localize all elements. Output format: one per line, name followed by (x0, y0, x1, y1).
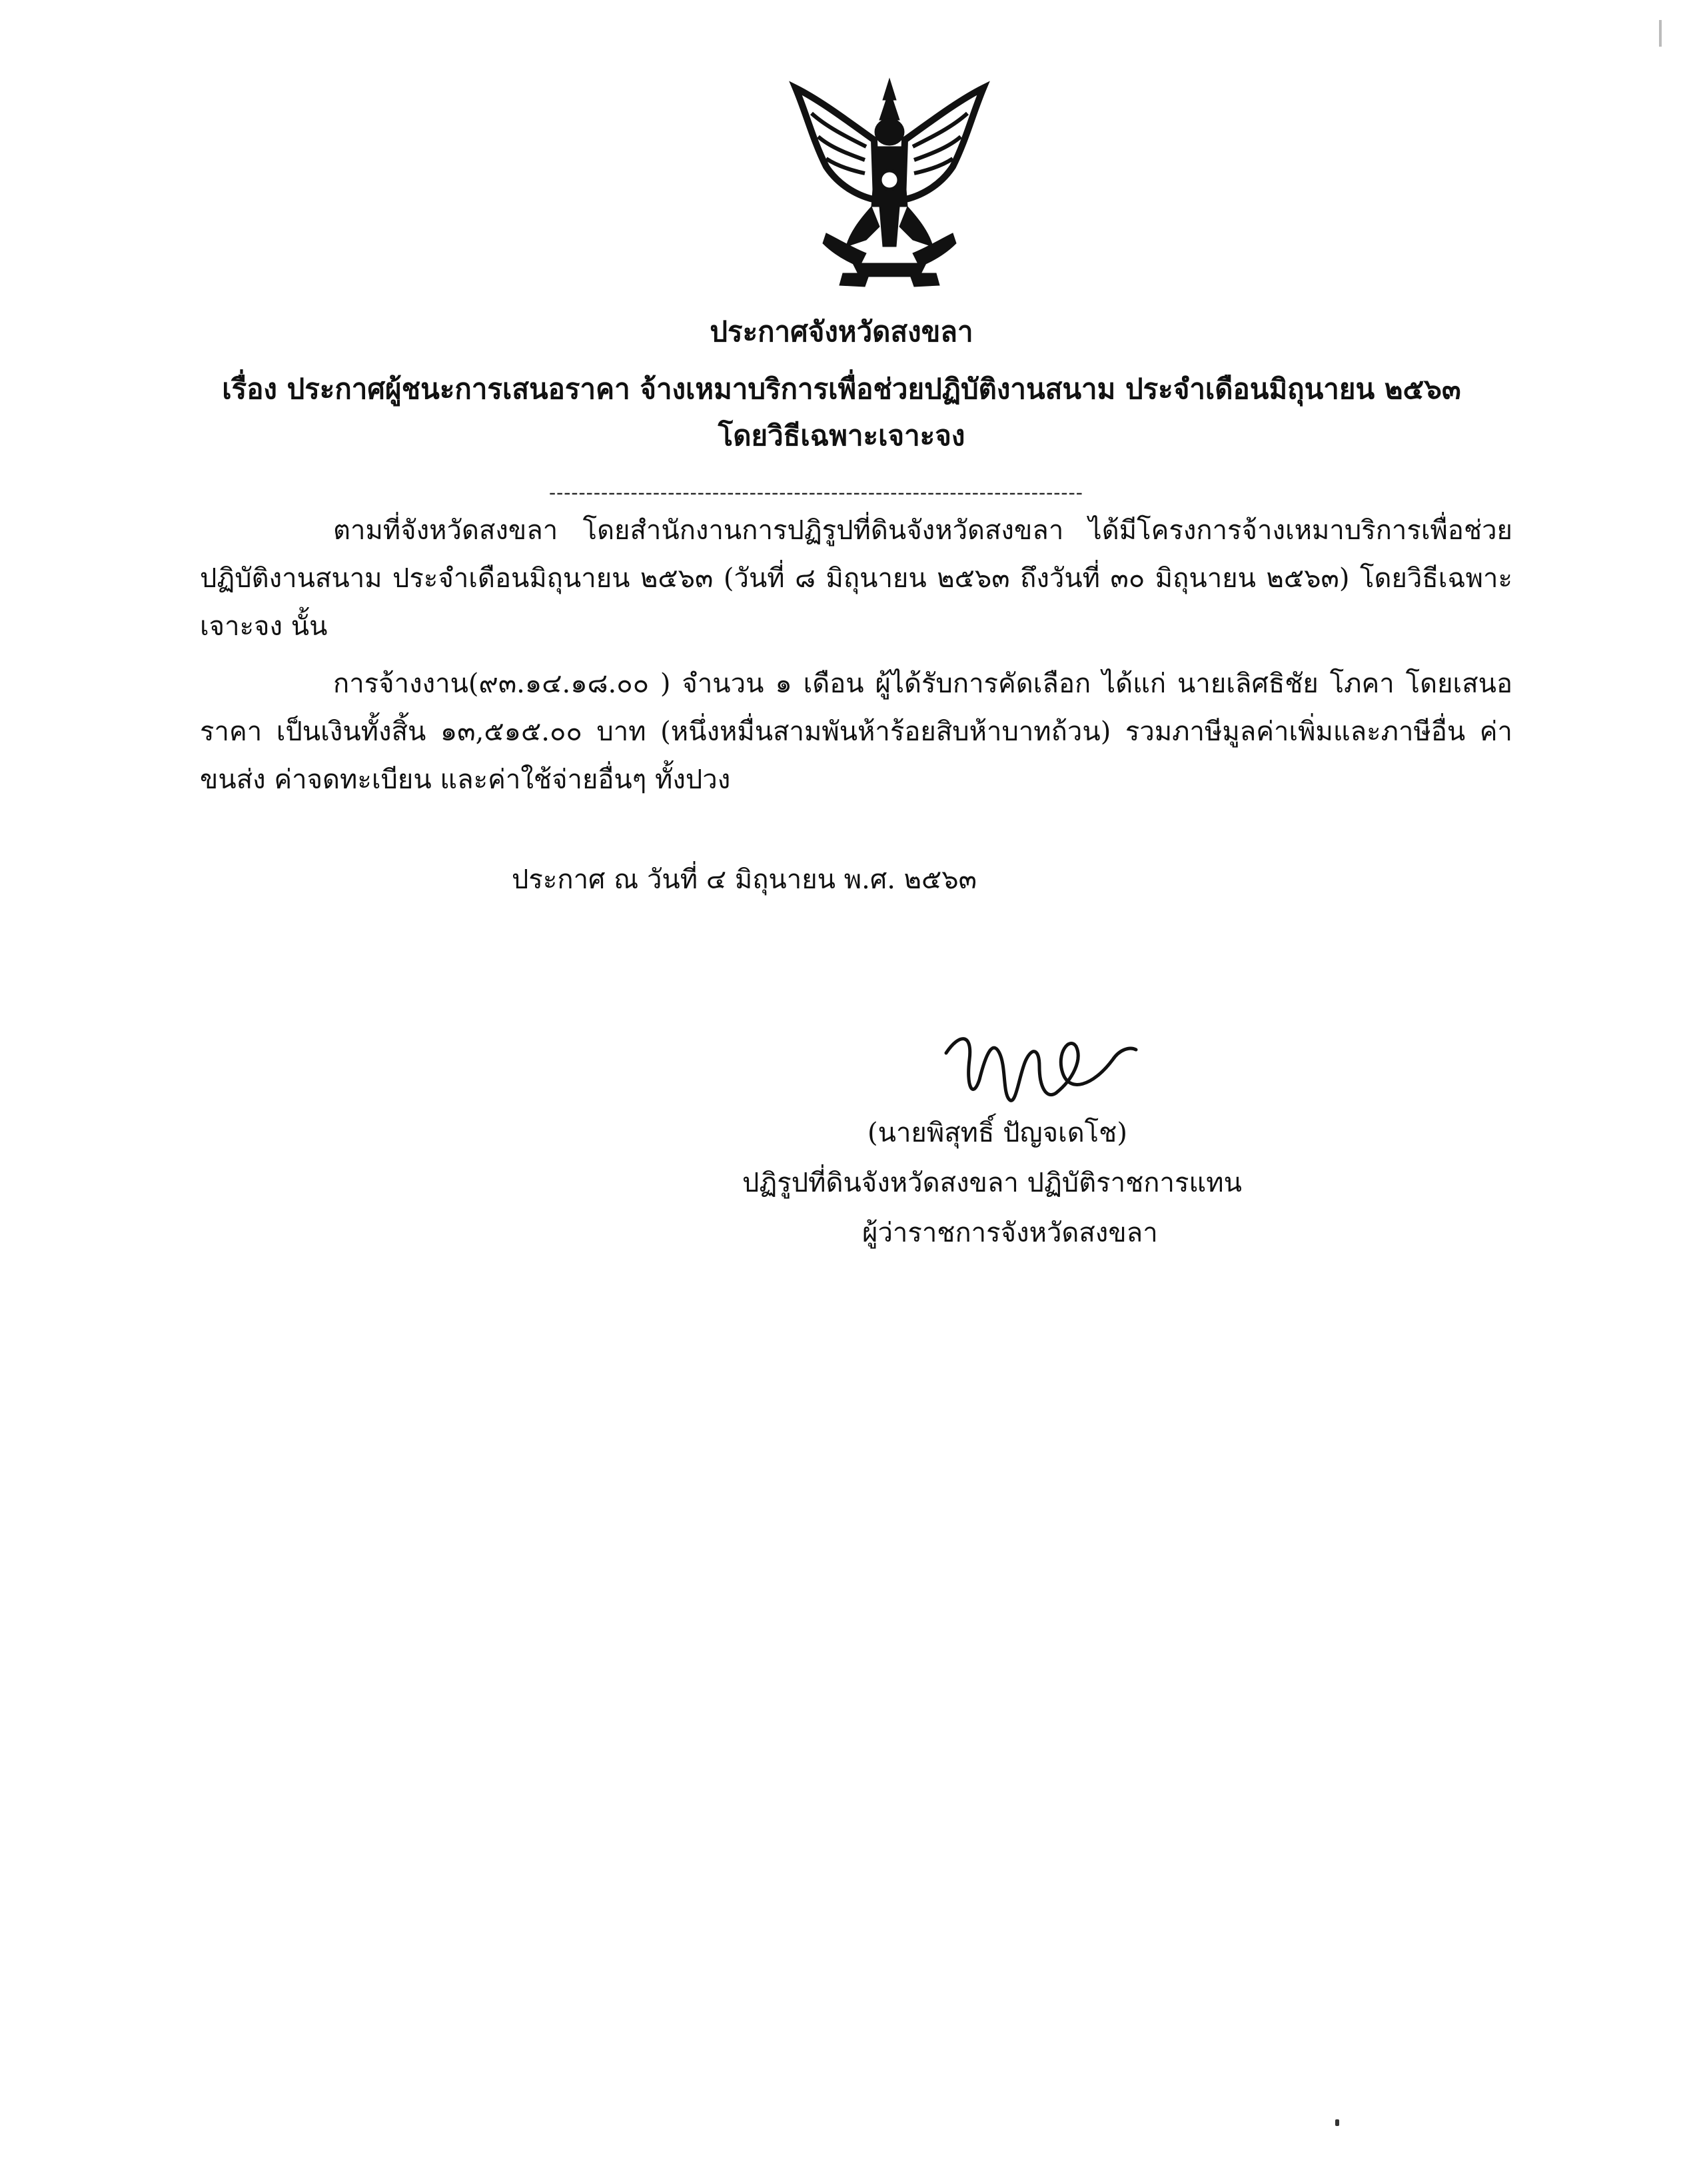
document-subject: เรื่อง ประกาศผู้ชนะการเสนอราคา จ้างเหมาบริการเพื่อช่วยปฏิบัติงานสนาม ประจำเดือนมิถุนายน ๒๕๖๓ (222, 373, 1461, 405)
document-title: ประกาศจังหวัดสงขลา (710, 315, 973, 348)
divider-rule: ------------------------------------------------------------------------ (549, 481, 1083, 505)
announcement-date: ประกาศ ณ วันที่ ๔ มิถุนายน พ.ศ. ๒๕๖๓ (512, 864, 977, 895)
garuda-emblem-icon (786, 73, 993, 293)
scan-speck (1335, 2119, 1339, 2126)
document-method: โดยวิธีเฉพาะเจาะจง (718, 419, 965, 452)
signatory-on-behalf: ผู้ว่าราชการจังหวัดสงขลา (862, 1218, 1158, 1248)
body-paragraph-1: ตามที่จังหวัดสงขลา โดยสำนักงานการปฏิรูปที่ดินจังหวัดสงขลา ได้มีโครงการจ้างเหมาบริการเพื่อช่วยปฏิบัติงานสนาม ประจำเดือนมิถุนายน ๒๕๖๓ (วันที่ ๘ มิถุนายน ๒๕๖๓ ถึงวันที่ ๓๐ มิถุนายน ๒๕๖๓) โดยวิธีเฉพาะเจาะจง นั้น (200, 515, 1512, 642)
scan-edge-mark (1659, 20, 1662, 47)
signatory-name: (นายพิสุทธิ์ ปัญจเดโช) (867, 1118, 1127, 1148)
body-paragraph-2: การจ้างงาน(๙๓.๑๔.๑๘.๐๐ ) จำนวน ๑ เดือน ผู้ได้รับการคัดเลือก ได้แก่ นายเลิศธิชัย โภคา โดยเสนอราคา เป็นเงินทั้งสิ้น ๑๓,๕๑๕.๐๐ บาท (หนึ่งหมื่นสามพันห้าร้อยสิบห้าบาทถ้วน) รวมภาษีมูลค่าเพิ่มและภาษีอื่น ค่าขนส่ง ค่าจดทะเบียน และค่าใช้จ่ายอื่นๆ ทั้งปวง (200, 668, 1512, 795)
signatory-position: ปฏิรูปที่ดินจังหวัดสงขลา ปฏิบัติราชการแทน (742, 1168, 1242, 1198)
handwritten-signature (939, 1013, 1139, 1120)
